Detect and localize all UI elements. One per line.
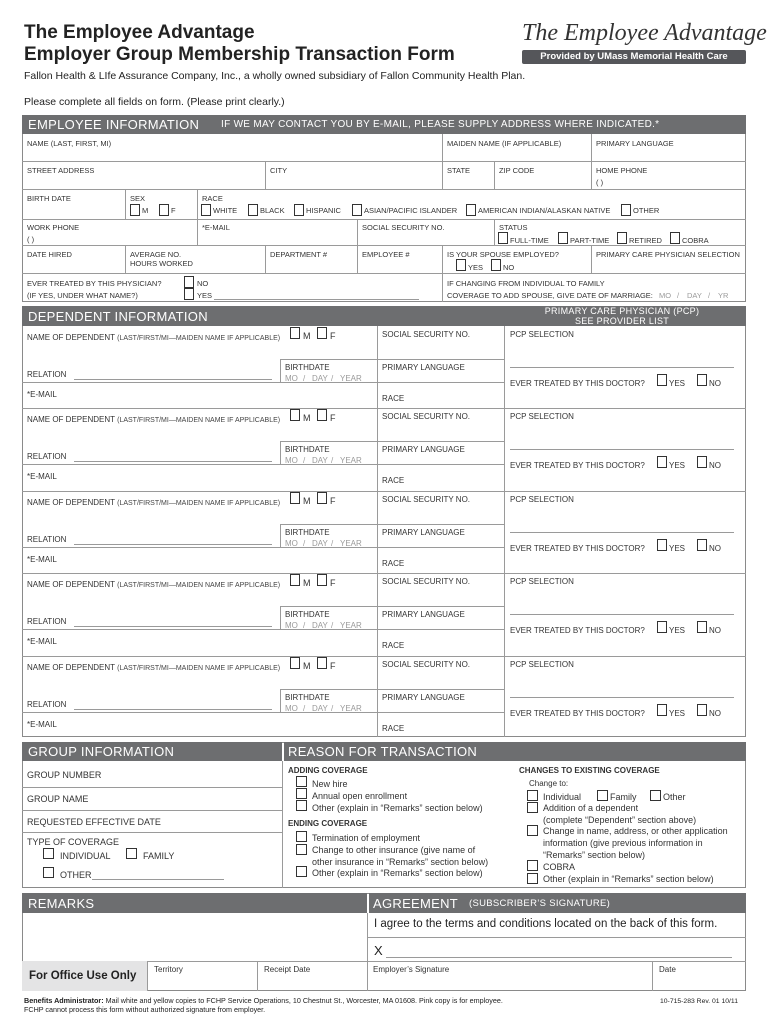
race-asian-label: ASIAN/PACIFIC ISLANDER	[364, 206, 458, 215]
remarks-bar-title: REMARKS	[28, 896, 95, 911]
ending-coverage-title: ENDING COVERAGE	[288, 819, 368, 828]
dependent-2-language-label: PRIMARY LANGUAGE	[382, 445, 465, 454]
agreement-bar-sub: (SUBSCRIBER’S SIGNATURE)	[469, 898, 611, 909]
ever-treated-yes-checkbox[interactable]	[184, 288, 194, 300]
sex-m-label: M	[142, 206, 149, 215]
dependent-3-sex-f-checkbox[interactable]	[317, 492, 327, 504]
new-hire-label: New hire	[312, 779, 348, 789]
sex-f-label: F	[171, 206, 176, 215]
dependent-5-sex-f-label: F	[330, 661, 336, 671]
dependent-1-ever-no-label: NO	[709, 379, 721, 388]
birth-date-label: BIRTH DATE	[27, 194, 71, 203]
dependent-3-ssn-label: SOCIAL SECURITY NO.	[382, 495, 471, 504]
instruction-line: Please complete all fields on form. (Please print clearly.)	[24, 96, 285, 108]
coverage-family-checkbox[interactable]	[126, 848, 137, 859]
dependent-1-ever-treated-label: EVER TREATED BY THIS DOCTOR?	[510, 379, 645, 388]
primary-language-label: PRIMARY LANGUAGE	[596, 139, 674, 148]
dependent-1-ever-no-checkbox[interactable]	[697, 374, 707, 386]
receipt-date-label: Receipt Date	[264, 965, 311, 974]
remarks-bar	[22, 893, 367, 913]
zip-label: ZIP CODE	[499, 166, 535, 175]
dependent-2-birthdate-label: BIRTHDATE	[285, 445, 330, 454]
agreement-text: I agree to the terms and conditions located on the back of this form.	[374, 918, 718, 930]
change-insurance-label-1: Change to other insurance (give name of	[312, 845, 476, 855]
status-label: STATUS	[499, 223, 528, 232]
dependent-4-birth-year: YEAR	[340, 621, 362, 630]
dependent-3-ever-no-label: NO	[709, 544, 721, 553]
dependent-4-pcp-label: PCP SELECTION	[510, 577, 574, 586]
dependent-1-ssn-label: SOCIAL SECURITY NO.	[382, 330, 471, 339]
open-enrollment-checkbox[interactable]	[296, 788, 307, 799]
footer-bold: Benefits Administrator:	[24, 996, 104, 1005]
dependent-2-sex-m-label: M	[303, 413, 311, 423]
dependent-3-birth-slash-2: /	[331, 539, 334, 548]
agreement-bar-title: AGREEMENT	[373, 896, 459, 911]
marriage-date-mo: MO	[659, 291, 672, 300]
adding-other-checkbox[interactable]	[296, 800, 307, 811]
group-bar-title: GROUP INFORMATION	[28, 744, 175, 759]
territory-label: Territory	[154, 965, 183, 974]
dependent-1-birth-slash-1: /	[303, 374, 306, 383]
dependent-2-ever-yes-checkbox[interactable]	[657, 456, 667, 468]
dependent-5-birthdate-label: BIRTHDATE	[285, 693, 330, 702]
dependent-2-ssn-label: SOCIAL SECURITY NO.	[382, 412, 471, 421]
dependent-2-sex-f-label: F	[330, 413, 336, 423]
dependent-1-birth-slash-2: /	[331, 374, 334, 383]
date-label: Date	[659, 965, 676, 974]
add-dependent-checkbox[interactable]	[527, 802, 538, 813]
coverage-individual-label: INDIVIDUAL	[60, 851, 111, 861]
dependent-4-ever-treated-label: EVER TREATED BY THIS DOCTOR?	[510, 626, 645, 635]
open-enrollment-label: Annual open enrollment	[312, 791, 408, 801]
marriage-slash-2: /	[708, 291, 711, 300]
dependent-2-birth-slash-2: /	[331, 456, 334, 465]
adding-coverage-title: ADDING COVERAGE	[288, 766, 368, 775]
change-insurance-checkbox[interactable]	[296, 844, 307, 855]
change-remarks-other-checkbox[interactable]	[527, 873, 538, 884]
city-label: CITY	[270, 166, 288, 175]
dependent-4-sex-m-checkbox[interactable]	[290, 574, 300, 586]
dependent-1-ever-yes-checkbox[interactable]	[657, 374, 667, 386]
dependent-4-relation-label: RELATION	[27, 617, 67, 626]
group-name-label: GROUP NAME	[27, 794, 89, 804]
dependent-3-language-label: PRIMARY LANGUAGE	[382, 528, 465, 537]
coverage-individual-checkbox[interactable]	[43, 848, 54, 859]
brand-badge: Provided by UMass Memorial Health Care	[522, 50, 746, 64]
ever-treated-yes-label: YES	[197, 291, 213, 300]
pcp-selection-label: PRIMARY CARE PHYSICIAN SELECTION	[596, 250, 740, 259]
dependent-5-ever-treated-label: EVER TREATED BY THIS DOCTOR?	[510, 709, 645, 718]
dependent-5-birth-slash-1: /	[303, 704, 306, 713]
dependent-4-race-label: RACE	[382, 641, 405, 650]
dependent-3-name-label: NAME OF DEPENDENT (LAST/FIRST/MI—MAIDEN NAME IF APPLICABLE)	[27, 498, 281, 507]
dependent-1-name-label: NAME OF DEPENDENT (LAST/FIRST/MI—MAIDEN NAME IF APPLICABLE)	[27, 333, 281, 342]
ending-other-label: Other (explain in “Remarks” section below)	[312, 868, 483, 878]
race-hispanic-checkbox[interactable]	[294, 204, 304, 216]
dependent-5-ever-yes-checkbox[interactable]	[657, 704, 667, 716]
dependent-1-birth-year: YEAR	[340, 374, 362, 383]
maiden-name-label: MAIDEN NAME (IF APPLICABLE)	[447, 139, 562, 148]
dependent-5-email-label: *E-MAIL	[27, 720, 57, 729]
employee-bar-title: EMPLOYEE INFORMATION	[28, 117, 200, 132]
dependent-4-sex-m-label: M	[303, 578, 311, 588]
dependent-2-sex-f-checkbox[interactable]	[317, 409, 327, 421]
coverage-other-label: OTHER	[60, 870, 92, 880]
dependent-1-language-label: PRIMARY LANGUAGE	[382, 363, 465, 372]
dependent-4-ssn-label: SOCIAL SECURITY NO.	[382, 577, 471, 586]
dependent-2-ever-yes-label: YES	[669, 461, 686, 470]
race-other-checkbox[interactable]	[621, 204, 631, 216]
dependent-3-birthdate-label: BIRTHDATE	[285, 528, 330, 537]
status-full-time-label: FULL-TIME	[510, 236, 549, 245]
dependent-1-pcp-label: PCP SELECTION	[510, 330, 574, 339]
dependent-2-birth-mo: MO	[285, 456, 298, 465]
dependent-2-ever-no-checkbox[interactable]	[697, 456, 707, 468]
change-insurance-label-2: other insurance in “Remarks” section below)	[312, 857, 489, 867]
dependent-2-sex-m-checkbox[interactable]	[290, 409, 300, 421]
pcp-title-2: SEE PROVIDER LIST	[574, 316, 670, 326]
subscriber-signature-field[interactable]	[388, 944, 732, 957]
change-to-label: Change to:	[529, 779, 569, 788]
work-phone-label: WORK PHONE	[27, 223, 80, 232]
dependent-3-pcp-label: PCP SELECTION	[510, 495, 574, 504]
coverage-type-label: TYPE OF COVERAGE	[27, 837, 120, 847]
dependent-3-sex-f-label: F	[330, 496, 336, 506]
termination-checkbox[interactable]	[296, 831, 307, 842]
dependent-4-birth-mo: MO	[285, 621, 298, 630]
signature-x: X	[374, 943, 383, 958]
race-asian-checkbox[interactable]	[352, 204, 362, 216]
dependent-5-pcp-label: PCP SELECTION	[510, 660, 574, 669]
add-dependent-label-2: (complete “Dependent” section above)	[543, 815, 697, 825]
dependent-1-relation-label: RELATION	[27, 370, 67, 379]
dependent-5-sex-m-label: M	[303, 661, 311, 671]
change-family-checkbox[interactable]	[597, 790, 608, 801]
dependent-3-ever-no-checkbox[interactable]	[697, 539, 707, 551]
dependent-5-ever-yes-label: YES	[669, 709, 686, 718]
dependent-3-sex-m-label: M	[303, 496, 311, 506]
form-title-line2: Employer Group Membership Transaction Form	[24, 44, 455, 65]
group-number-label: GROUP NUMBER	[27, 770, 102, 780]
company-line: Fallon Health & LIfe Assurance Company, Inc., a wholly owned subsidiary of Fallon Community Health Plan.	[24, 70, 526, 82]
status-retired-label: RETIRED	[629, 236, 662, 245]
termination-label: Termination of employment	[312, 833, 421, 843]
dependent-5-language-label: PRIMARY LANGUAGE	[382, 693, 465, 702]
brand-logo: The Employee Advantage	[522, 20, 767, 46]
reason-bar-title: REASON FOR TRANSACTION	[288, 744, 478, 759]
race-american-indian-checkbox[interactable]	[466, 204, 476, 216]
dependent-5-ever-no-checkbox[interactable]	[697, 704, 707, 716]
employee-email-label: *E-MAIL	[202, 223, 230, 232]
dependent-1-birth-day: DAY	[312, 374, 328, 383]
if-changing-label: IF CHANGING FROM INDIVIDUAL TO FAMILY	[447, 279, 605, 288]
race-american-indian-label: AMERICAN INDIAN/ALASKAN NATIVE	[478, 206, 611, 215]
dependent-bar-title: DEPENDENT INFORMATION	[28, 309, 208, 324]
dependent-bar	[22, 306, 746, 326]
dependent-4-ever-no-checkbox[interactable]	[697, 621, 707, 633]
dependent-3-relation-label: RELATION	[27, 535, 67, 544]
form-title-line1: The Employee Advantage	[24, 22, 255, 43]
dependent-2-pcp-label: PCP SELECTION	[510, 412, 574, 421]
spouse-yes-label: YES	[468, 263, 484, 272]
dependent-2-birth-slash-1: /	[303, 456, 306, 465]
cobra-checkbox[interactable]	[527, 860, 538, 871]
spouse-no-checkbox[interactable]	[491, 259, 501, 271]
coverage-spouse-label: COVERAGE TO ADD SPOUSE, GIVE DATE OF MARRIAGE:	[447, 291, 653, 300]
dependent-1-race-label: RACE	[382, 394, 405, 403]
dependent-3-sex-m-checkbox[interactable]	[290, 492, 300, 504]
dependent-1-ever-yes-label: YES	[669, 379, 686, 388]
footer-line-1	[24, 996, 503, 1005]
dependent-4-birth-day: DAY	[312, 621, 328, 630]
dependent-4-name-label: NAME OF DEPENDENT (LAST/FIRST/MI—MAIDEN NAME IF APPLICABLE)	[27, 580, 281, 589]
dependent-2-ever-treated-label: EVER TREATED BY THIS DOCTOR?	[510, 461, 645, 470]
dependent-3-ever-yes-checkbox[interactable]	[657, 539, 667, 551]
ever-treated-physician-label: EVER TREATED BY THIS PHYSICIAN?	[27, 279, 162, 288]
dependent-2-race-label: RACE	[382, 476, 405, 485]
new-hire-checkbox[interactable]	[296, 776, 307, 787]
form-code: 10-715-283 Rev. 01 10/11	[660, 998, 738, 1005]
dependent-3-birth-year: YEAR	[340, 539, 362, 548]
dependent-1-sex-m-label: M	[303, 331, 311, 341]
dependent-1-birth-mo: MO	[285, 374, 298, 383]
change-individual-label: Individual	[543, 792, 582, 802]
race-hispanic-label: HISPANIC	[306, 206, 341, 215]
dependent-5-birth-day: DAY	[312, 704, 328, 713]
dependent-3-ever-treated-label: EVER TREATED BY THIS DOCTOR?	[510, 544, 645, 553]
dependent-4-ever-yes-label: YES	[669, 626, 686, 635]
avg-hours-label-2: HOURS WORKED	[130, 259, 193, 268]
employee-name-label: NAME (LAST, FIRST, MI)	[27, 139, 112, 148]
work-phone-paren: ( )	[27, 235, 35, 244]
street-address-label: STREET ADDRESS	[27, 166, 95, 175]
coverage-other-checkbox[interactable]	[43, 867, 54, 878]
pcp-title-1: PRIMARY CARE PHYSICIAN (PCP)	[544, 306, 700, 316]
dependent-3-ever-yes-label: YES	[669, 544, 686, 553]
footer-line-2: FCHP cannot process this form without authorized signature from employer.	[24, 1005, 266, 1014]
race-black-checkbox[interactable]	[248, 204, 258, 216]
marriage-date-day: DAY	[687, 291, 702, 300]
race-label: RACE	[202, 194, 223, 203]
dependent-5-name-label: NAME OF DEPENDENT (LAST/FIRST/MI—MAIDEN NAME IF APPLICABLE)	[27, 663, 281, 672]
change-other-label: Other	[663, 792, 686, 802]
state-label: STATE	[447, 166, 471, 175]
if-yes-name-label: (IF YES, UNDER WHAT NAME?)	[27, 291, 138, 300]
change-name-label-3: “Remarks” section below)	[543, 850, 646, 860]
dependent-5-sex-m-checkbox[interactable]	[290, 657, 300, 669]
race-other-label: OTHER	[633, 206, 660, 215]
dependent-3-birth-day: DAY	[312, 539, 328, 548]
dependent-4-birth-slash-1: /	[303, 621, 306, 630]
dependent-5-birth-mo: MO	[285, 704, 298, 713]
dependent-5-birth-year: YEAR	[340, 704, 362, 713]
agreement-bar	[369, 893, 746, 913]
dependent-2-ever-no-label: NO	[709, 461, 721, 470]
home-phone-label: HOME PHONE	[596, 166, 648, 175]
dependent-2-name-label: NAME OF DEPENDENT (LAST/FIRST/MI—MAIDEN NAME IF APPLICABLE)	[27, 415, 281, 424]
employee-sex-m-checkbox[interactable]	[130, 204, 140, 216]
status-cobra-checkbox[interactable]	[670, 232, 680, 244]
cobra-label: COBRA	[543, 862, 576, 872]
dependent-1-sex-f-label: F	[330, 331, 336, 341]
change-other-checkbox[interactable]	[650, 790, 661, 801]
department-label: DEPARTMENT #	[270, 250, 328, 259]
office-use-title: For Office Use Only	[29, 970, 137, 982]
employee-bar	[22, 115, 746, 134]
dependent-4-sex-f-checkbox[interactable]	[317, 574, 327, 586]
change-name-label-2: information (give previous information in	[543, 838, 703, 848]
change-name-label-1: Change in name, address, or other application	[543, 826, 728, 836]
status-part-time-label: PART-TIME	[570, 236, 610, 245]
dependent-3-email-label: *E-MAIL	[27, 555, 57, 564]
dependent-5-race-label: RACE	[382, 724, 405, 733]
dependent-4-birthdate-label: BIRTHDATE	[285, 610, 330, 619]
dependent-3-race-label: RACE	[382, 559, 405, 568]
dependent-1-birthdate-label: BIRTHDATE	[285, 363, 330, 372]
change-individual-checkbox[interactable]	[527, 790, 538, 801]
ever-treated-no-checkbox[interactable]	[184, 276, 194, 288]
employee-bar-note: IF WE MAY CONTACT YOU BY E-MAIL, PLEASE SUPPLY ADDRESS WHERE INDICATED.*	[221, 119, 660, 130]
race-black-label: BLACK	[260, 206, 285, 215]
marriage-slash-1: /	[677, 291, 680, 300]
coverage-family-label: FAMILY	[143, 851, 175, 861]
change-remarks-other-label: Other (explain in “Remarks” section below)	[543, 874, 714, 884]
dependent-2-email-label: *E-MAIL	[27, 472, 57, 481]
dependent-4-birth-slash-2: /	[331, 621, 334, 630]
marriage-date-yr: YR	[718, 291, 729, 300]
spouse-yes-checkbox[interactable]	[456, 259, 466, 271]
dependent-5-ssn-label: SOCIAL SECURITY NO.	[382, 660, 471, 669]
effective-date-label: REQUESTED EFFECTIVE DATE	[27, 817, 161, 827]
dependent-4-email-label: *E-MAIL	[27, 637, 57, 646]
spouse-no-label: NO	[503, 263, 515, 272]
dependent-2-birth-year: YEAR	[340, 456, 362, 465]
adding-other-label: Other (explain in “Remarks” section below)	[312, 803, 483, 813]
dependent-5-ever-no-label: NO	[709, 709, 721, 718]
dependent-5-sex-f-checkbox[interactable]	[317, 657, 327, 669]
dependent-1-sex-f-checkbox[interactable]	[317, 327, 327, 339]
race-white-checkbox[interactable]	[201, 204, 211, 216]
dependent-1-email-label: *E-MAIL	[27, 390, 57, 399]
dependent-2-relation-label: RELATION	[27, 452, 67, 461]
dependent-4-language-label: PRIMARY LANGUAGE	[382, 610, 465, 619]
status-part-time-checkbox[interactable]	[558, 232, 568, 244]
change-family-label: Family	[610, 792, 637, 802]
avg-hours-label-1: AVERAGE NO.	[130, 250, 182, 259]
status-full-time-checkbox[interactable]	[498, 232, 508, 244]
dependent-4-sex-f-label: F	[330, 578, 336, 588]
date-hired-label: DATE HIRED	[27, 250, 72, 259]
dependent-5-birth-slash-2: /	[331, 704, 334, 713]
footer-text: Mail white and yellow copies to FCHP Service Operations, 10 Chestnut St., Worcester, MA 01608. Pink copy is for employee.	[103, 996, 503, 1005]
spouse-employed-label: IS YOUR SPOUSE EMPLOYED?	[447, 250, 559, 259]
dependent-3-birth-slash-1: /	[303, 539, 306, 548]
change-name-checkbox[interactable]	[527, 825, 538, 836]
dependent-1-sex-m-checkbox[interactable]	[290, 327, 300, 339]
dependent-3-birth-mo: MO	[285, 539, 298, 548]
ending-other-checkbox[interactable]	[296, 866, 307, 877]
dependent-2-birth-day: DAY	[312, 456, 328, 465]
race-white-label: WHITE	[213, 206, 238, 215]
home-phone-paren: ( )	[596, 178, 604, 187]
reason-bar	[284, 742, 746, 761]
employee-number-label: EMPLOYEE #	[362, 250, 410, 259]
group-bar	[22, 742, 282, 761]
status-retired-checkbox[interactable]	[617, 232, 627, 244]
dependent-5-relation-label: RELATION	[27, 700, 67, 709]
dependent-4-ever-no-label: NO	[709, 626, 721, 635]
sex-label: SEX	[130, 194, 146, 203]
remarks-textarea[interactable]	[23, 913, 367, 961]
employer-signature-label: Employer’s Signature	[373, 965, 450, 974]
changes-existing-title: CHANGES TO EXISTING COVERAGE	[519, 766, 660, 775]
employee-sex-f-checkbox[interactable]	[159, 204, 169, 216]
employee-ssn-label: SOCIAL SECURITY NO.	[362, 223, 445, 232]
status-cobra-label: COBRA	[682, 236, 709, 245]
dependent-4-ever-yes-checkbox[interactable]	[657, 621, 667, 633]
ever-treated-no-label: NO	[197, 279, 209, 288]
add-dependent-label-1: Addition of a dependent	[543, 803, 639, 813]
